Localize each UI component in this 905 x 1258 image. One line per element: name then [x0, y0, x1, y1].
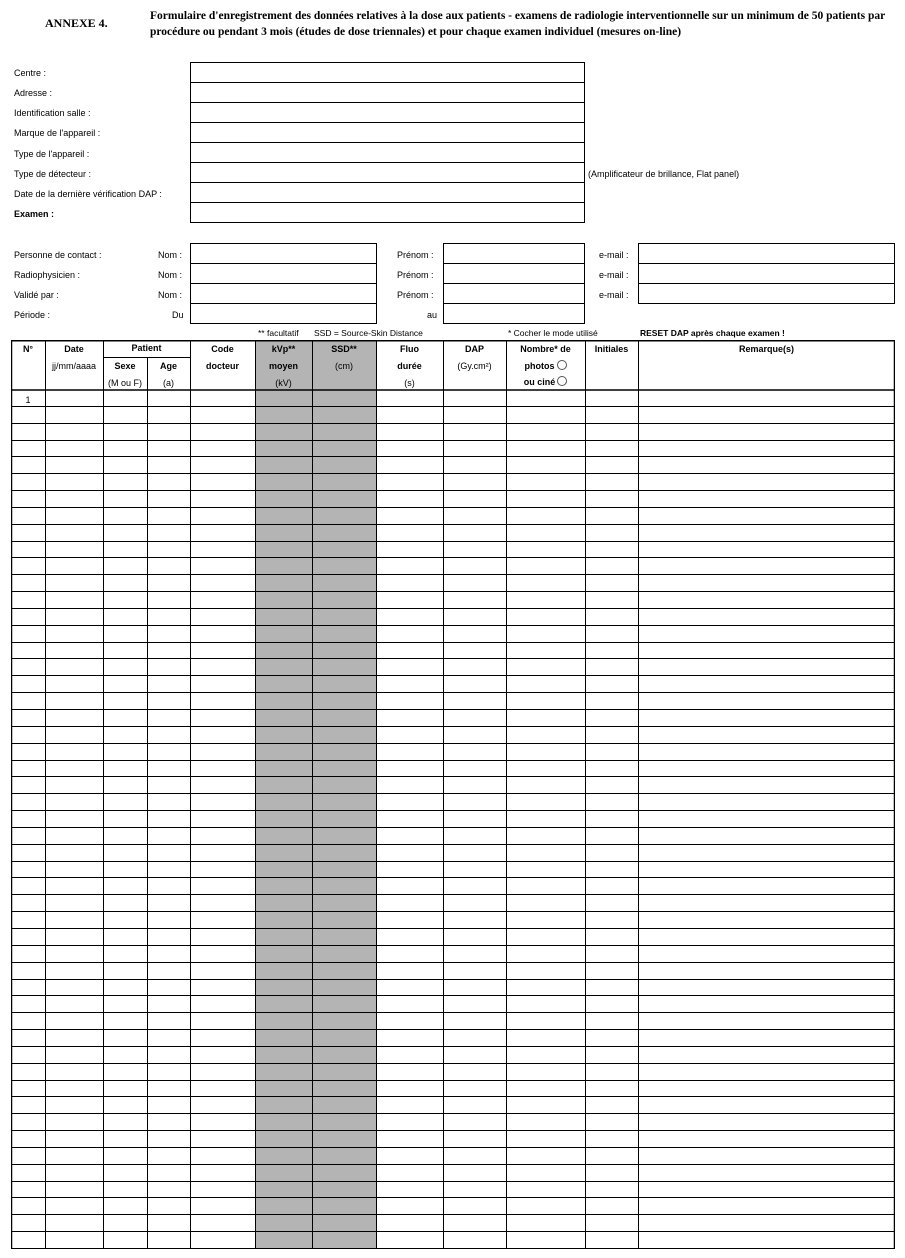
header-dap-unit: (Gy.cm²): [457, 361, 492, 371]
header-remarques: Remarque(s): [738, 344, 794, 354]
header-date: Date: [64, 344, 84, 354]
header-kvp-unit: (kV): [275, 378, 292, 388]
label-contact-email: e-mail :: [599, 250, 629, 260]
header-fluo-duree: durée: [397, 361, 422, 371]
label-contact-nom: Nom :: [158, 250, 183, 260]
header-photos-label: photos: [524, 361, 555, 371]
field-salle[interactable]: [190, 102, 585, 123]
header-code-docteur: docteur: [205, 361, 239, 371]
row-number-first: 1: [25, 395, 31, 405]
label-contact-role: Personne de contact :: [14, 250, 102, 260]
header-patient: Patient: [131, 343, 162, 353]
label-valide-email: e-mail :: [599, 290, 629, 300]
label-examen: Examen :: [14, 209, 55, 219]
label-periode-du: Du: [172, 310, 184, 320]
label-radiophysicien-nom: Nom :: [158, 270, 183, 280]
label-salle: Identification salle :: [14, 108, 91, 118]
header-cine-label: ou ciné: [523, 377, 556, 387]
header-sexe-sub: (M ou F): [107, 378, 142, 388]
header-n: N°: [22, 344, 34, 354]
header-nombre: Nombre* de: [520, 344, 571, 354]
field-type-appareil[interactable]: [190, 142, 585, 163]
field-adresse[interactable]: [190, 82, 585, 103]
label-type-appareil: Type de l'appareil :: [14, 149, 90, 159]
header-dap: DAP: [464, 344, 484, 354]
field-examen[interactable]: [190, 202, 585, 223]
label-adresse: Adresse :: [14, 88, 53, 98]
label-periode: Période :: [14, 310, 51, 320]
detector-hint: (Amplificateur de brillance, Flat panel): [588, 169, 740, 179]
field-valide-email[interactable]: [638, 283, 895, 304]
table-grid: [11, 340, 895, 1249]
kvp-column-shade: [255, 340, 312, 1249]
header-ssd-unit: (cm): [335, 361, 353, 371]
label-date-verification: Date de la dernière vérification DAP :: [14, 189, 162, 199]
field-radiophysicien-nom[interactable]: [190, 263, 377, 284]
header-kvp: kVp**: [271, 344, 296, 354]
cine-radio[interactable]: [557, 376, 567, 386]
field-type-detecteur[interactable]: [190, 162, 585, 183]
photos-radio[interactable]: [557, 360, 567, 370]
header-fluo-unit: (s): [404, 378, 415, 388]
header-cine: [506, 376, 585, 387]
header-date-format: jj/mm/aaaa: [51, 361, 96, 371]
note-ssd: SSD = Source-Skin Distance: [314, 328, 423, 338]
field-contact-prenom[interactable]: [443, 243, 585, 264]
label-valide-prenom: Prénom :: [397, 290, 434, 300]
field-contact-email[interactable]: [638, 243, 895, 264]
annexe-label: ANNEXE 4.: [45, 16, 108, 30]
label-radiophysicien-prenom: Prénom :: [397, 270, 434, 280]
header-fluo: Fluo: [400, 344, 419, 354]
field-contact-nom[interactable]: [190, 243, 377, 264]
header-kvp-moyen: moyen: [268, 361, 298, 371]
header-age-sub: (a): [163, 378, 174, 388]
note-reset-dap: RESET DAP après chaque examen !: [640, 328, 785, 338]
field-radiophysicien-email[interactable]: [638, 263, 895, 284]
label-type-detecteur: Type de détecteur :: [14, 169, 92, 179]
label-centre: Centre :: [14, 68, 47, 78]
header-sexe: Sexe: [114, 361, 136, 371]
header-initiales: Initiales: [594, 344, 629, 354]
header-ssd: SSD**: [331, 344, 357, 354]
label-valide-nom: Nom :: [158, 290, 183, 300]
field-radiophysicien-prenom[interactable]: [443, 263, 585, 284]
field-valide-prenom[interactable]: [443, 283, 585, 304]
field-marque[interactable]: [190, 122, 585, 143]
label-marque: Marque de l'appareil :: [14, 128, 101, 138]
label-radiophysicien-role: Radiophysicien :: [14, 270, 81, 280]
note-check-mode: * Cocher le mode utilisé: [508, 328, 598, 338]
header-age: Age: [159, 361, 177, 371]
label-contact-prenom: Prénom :: [397, 250, 434, 260]
field-valide-nom[interactable]: [190, 283, 377, 304]
dose-table: [11, 340, 895, 1249]
label-radiophysicien-email: e-mail :: [599, 270, 629, 280]
field-date-verification[interactable]: [190, 182, 585, 203]
field-periode-au[interactable]: [443, 303, 585, 324]
field-periode-du[interactable]: [190, 303, 377, 324]
label-valide-role: Validé par :: [14, 290, 59, 300]
field-centre[interactable]: [190, 62, 585, 83]
form-title: Formulaire d'enregistrement des données relatives à la dose aux patients - examens de radiologie interventionnelle sur un minimum de 50 patients par procédure ou pendant 3 mois (études de dose triennales) et pour chaque examen individuel (mesures on-line): [150, 10, 886, 38]
note-optional: ** facultatif: [258, 328, 299, 338]
header-photos: [506, 360, 585, 371]
label-periode-au: au: [427, 310, 438, 320]
ssd-column-shade: [312, 340, 376, 1249]
header-code: Code: [211, 344, 234, 354]
